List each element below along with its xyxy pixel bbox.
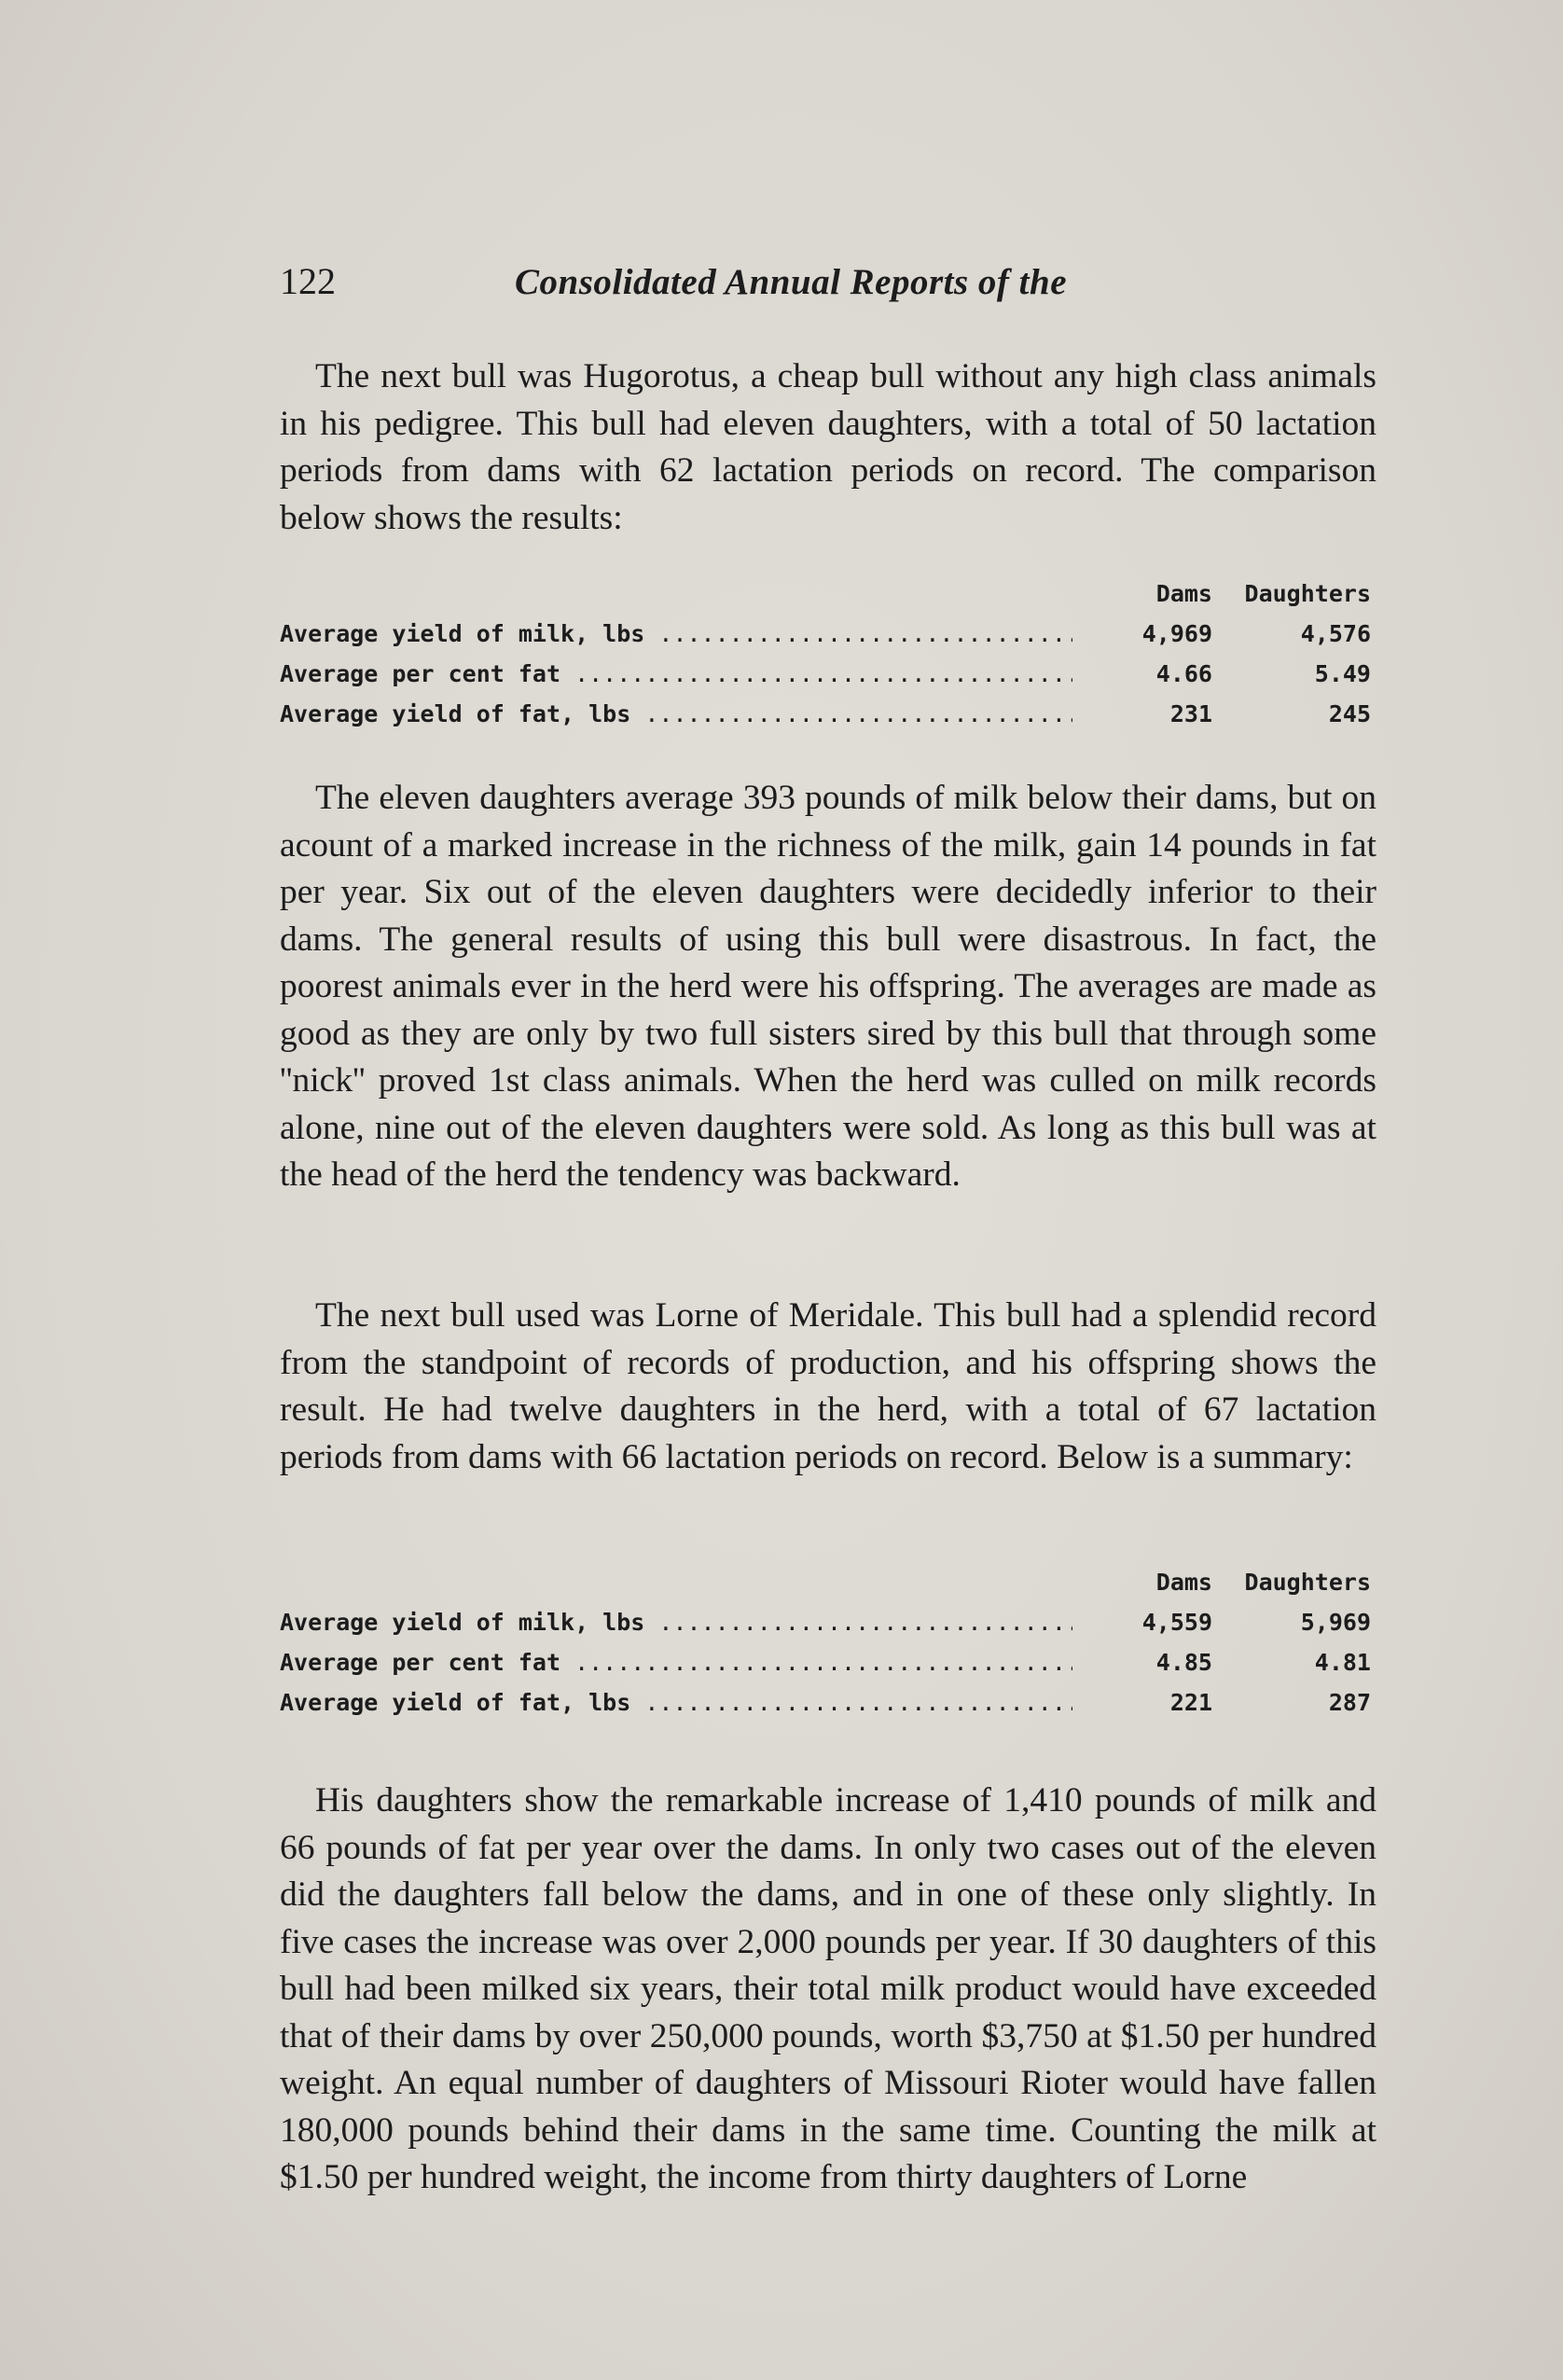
paragraph-hugorotus-intro: The next bull was Hugorotus, a cheap bull without any high class animals in his pedigree. This bull had eleven daughters, with a total of 50 lactation periods from dams with 62 lactation periods on record. The comparison below shows the results: [280, 357, 1376, 537]
row-label: Average yield of fat, lbs ..... [280, 700, 1072, 727]
table-header [280, 580, 1376, 620]
row-label: Average yield of fat, lbs ..... [280, 1689, 1072, 1716]
dams-value: 4,969 [1141, 620, 1212, 647]
dams-value: 4.66 [1155, 660, 1212, 687]
table-row [280, 1609, 1376, 1649]
daughters-value: 245 [1328, 700, 1371, 727]
dams-value: 231 [1169, 700, 1212, 727]
dams-value: 221 [1169, 1689, 1212, 1716]
paragraph-lorne-intro: The next bull used was Lorne of Meridale. This bull had a splendid record from the standpoint of records of production, and his offspring shows the result. He had twelve daughters in the herd, with a total of 67 lactation periods from dams with 66 lactation periods on record. Below is a summary: [280, 1296, 1376, 1476]
column-header-dams: Dams [1155, 1569, 1212, 1596]
running-title: Consolidated Annual Reports of the [515, 262, 1068, 302]
table-header [280, 1569, 1376, 1609]
comparison-table-lorne [280, 1569, 1376, 1729]
column-header-daughters: Daughters [1244, 580, 1371, 607]
table-row [280, 620, 1376, 660]
paragraph-hugorotus-results: The eleven daughters average 393 pounds of milk below their dams, but on acount of a marked increase in the richness of the milk, gain 14 pounds in fat per year. Six out of the eleven daughters were decidedly inferior to their dams. The general results of using this bull were disastrous. In fact, the poorest animals ever in the herd were his offspring. The averages are made as good as they are only by two full sisters sired by this bull that through some ''nick'' proved 1st class animals. When the herd was culled on milk records alone, nine out of the eleven daughters were sold. As long as this bull was at the head of the herd the tendency was backward. [280, 779, 1376, 1194]
table-row [280, 700, 1376, 740]
paragraph-lorne-results: His daughters show the remarkable increase of 1,410 pounds of milk and 66 pounds of fat per year over the dams. In only two cases out of the eleven did the daughters fall below the dams, and in one of these only slightly. In five cases the increase was over 2,000 pounds per year. If 30 daughters of this bull had been milked six years, their total milk product would have exceeded that of their dams by over 250,000 pounds, worth $3,750 at $1.50 per hundred weight. An equal number of daughters of Missouri Rioter would have fallen 180,000 pounds behind their dams in the same time. Counting the milk at $1.50 per hundred weight, the income from thirty daughters of Lorne [280, 1781, 1376, 2196]
column-header-daughters: Daughters [1244, 1569, 1371, 1596]
daughters-value: 4,576 [1300, 620, 1371, 647]
row-label: Average yield of milk, lbs ..... [280, 1609, 1072, 1636]
page-header [280, 259, 1380, 315]
table-row [280, 1689, 1376, 1729]
dams-value: 4.85 [1155, 1649, 1212, 1676]
table-row [280, 660, 1376, 700]
daughters-value: 5.49 [1314, 660, 1371, 687]
page-number: 122 [280, 260, 336, 302]
row-label: Average per cent fat ..... [280, 1649, 1072, 1676]
daughters-value: 287 [1328, 1689, 1371, 1716]
daughters-value: 5,969 [1300, 1609, 1371, 1636]
dams-value: 4,559 [1141, 1609, 1212, 1636]
comparison-table-hugorotus [280, 580, 1376, 740]
daughters-value: 4.81 [1314, 1649, 1371, 1676]
row-label: Average per cent fat ..... [280, 660, 1072, 687]
column-header-dams: Dams [1155, 580, 1212, 607]
row-label: Average yield of milk, lbs ..... [280, 620, 1072, 647]
table-row [280, 1649, 1376, 1689]
